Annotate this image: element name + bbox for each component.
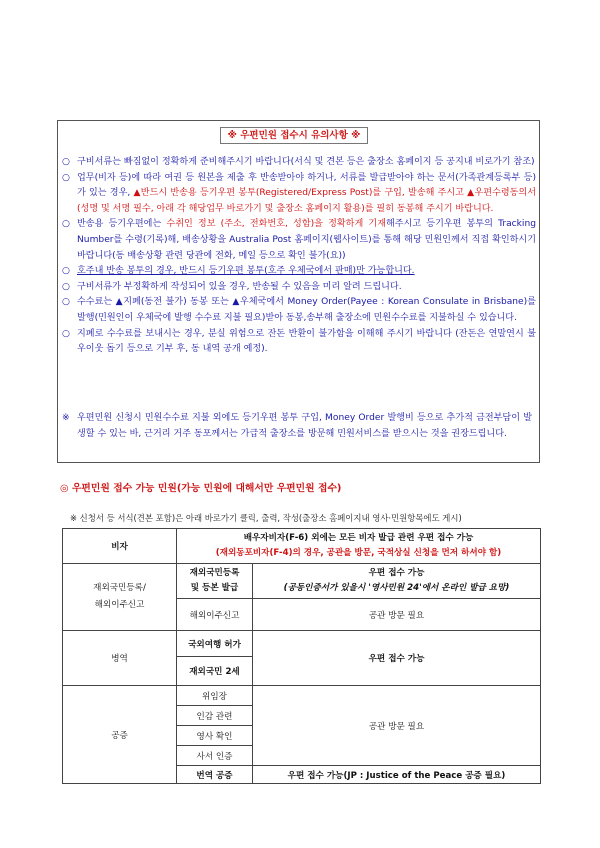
notice-item-segment: 반송용 등기우편에는 — [77, 219, 167, 230]
table-row — [63, 529, 541, 564]
registration-value-1b: (공동인증서가 있을시 '영사민원 24'에서 온라인 발급 요망) — [283, 583, 510, 593]
visa-line1: 배우자비자(F-6) 외에는 모든 비자 발급 관련 우편 접수 가능 — [243, 533, 474, 543]
notice-item-segment: 업무(비자 등)에 따라 여권 등 원본을 제출 후 반송받아야 하거나, 서류를 발급받아야 하는 문서(가족관계등록부 등)가 있는 경우, — [77, 172, 536, 199]
visa-line2: (재외동포비자(F-4)의 경우, 공관을 방문, 국적상실 신청을 먼저 하셔야 함) — [215, 548, 502, 558]
translation-value: 우편 접수 가능(JP : Justice of the Peace 공증 필요) — [253, 766, 541, 784]
notary-sub: 위임장 — [177, 686, 253, 706]
military-label: 병역 — [63, 631, 177, 686]
notice-items — [62, 155, 536, 358]
military-value: 우편 접수 가능 — [253, 631, 541, 686]
notice-item-text — [77, 327, 536, 358]
notice-item-segment: 수수료는 ▲지폐(동전 불가) 동봉 또는 ▲우체국에서 Money Order(Payee : Korean Consulate in Brisbane)를 발행(민원인이 우체국에 발행 수수료 지불 필요)받아 동봉,송부해 출장소에 민원수수료를 지불하실 수 있습니다. — [77, 297, 536, 323]
registration-value-1 — [253, 564, 541, 599]
circle-bullet-icon: ○ — [62, 157, 70, 167]
registration-value-1a: 우편 접수 가능 — [368, 568, 425, 578]
notice-item-text — [77, 295, 536, 326]
circle-bullet-icon: ○ — [62, 172, 70, 183]
table-row — [63, 686, 541, 706]
notice-item — [62, 264, 536, 280]
registration-value-2: 공관 방문 필요 — [253, 599, 541, 631]
table-row — [63, 631, 541, 657]
translation-sub: 번역 공증 — [177, 766, 253, 784]
table-row — [63, 564, 541, 599]
notice-item-text — [77, 280, 536, 296]
notice-footnote — [62, 411, 532, 442]
circle-bullet-icon: ○ — [62, 219, 70, 230]
notice-item-segment: 호주내 반송 봉투의 경우, 반드시 등기우편 봉투(호주 우체국에서 판매)만 가능합니다. — [77, 266, 415, 277]
note-text: 우편민원 신청시 민원수수료 지불 외에도 등기우편 봉투 구입, Money Order 발행비 등으로 추가적 금전부담이 발생할 수 있는 바, 근거리 거주 동포께서는 가급적 출장소를 방문해 민원서비스를 받으시는 것을 권장드립니다. — [77, 413, 532, 439]
section-subnote: ※ 신청서 등 서식(견본 포함)은 아래 바로가기 클릭, 출력, 작성(출장소 홈페이지내 영사·민원항목에도 게시) — [70, 513, 462, 523]
notice-item-text — [77, 171, 536, 218]
notice-item — [62, 155, 536, 171]
circle-bullet-icon: ○ — [62, 297, 70, 308]
notice-item — [62, 280, 536, 296]
registration-sub-1: 재외국민등록 및 등본 발급 — [177, 564, 253, 599]
circle-bullet-icon: ○ — [62, 328, 70, 339]
notice-item-segment: 구비서류는 빠짐없이 정확하게 준비해주시기 바랍니다(서식 및 견본 등은 출장소 홈페이지 등 공지내 비로가기 참조) — [77, 157, 535, 167]
postal-services-table — [62, 528, 541, 784]
notary-value: 공관 방문 필요 — [253, 686, 541, 766]
military-sub-1: 국외여행 허가 — [177, 631, 253, 657]
notice-item-segment: ▲반드시 반송용 등기우편 봉투(Registered/Express Post)를 구입, 발송해 주시고 ▲우편수령동의서(성명 및 서명 필수, 아래 각 해당업무 바로가기 및 출장소 홈페이지 활용)를 필히 동봉해 주시기 바랍니다. — [77, 188, 536, 214]
notice-item — [62, 171, 536, 218]
registration-label: 재외국민등록/ 해외이주신고 — [63, 564, 177, 631]
notary-sub: 영사 확인 — [177, 726, 253, 746]
section-heading: ◎ 우편민원 접수 가능 민원(가능 민원에 대해서만 우편민원 접수) — [60, 483, 342, 494]
postal-notice-box — [57, 120, 540, 463]
notice-item — [62, 217, 536, 264]
visa-value — [177, 529, 541, 564]
notice-item-text — [77, 155, 536, 171]
notary-sub: 사서 인증 — [177, 746, 253, 766]
registration-sub-2: 해외이주신고 — [177, 599, 253, 631]
notice-item-segment: 지폐로 수수료를 보내시는 경우, 분실 위험으로 잔돈 반환이 불가함을 이해해 주시기 바랍니다 (잔돈은 연말연시 불우이웃 돕기 등으로 기부 후, 동 내역 공개 예정). — [77, 328, 536, 355]
circle-bullet-icon: ○ — [62, 266, 70, 277]
military-sub-2: 재외국민 2세 — [177, 657, 253, 686]
notice-item-text — [77, 264, 536, 280]
note-mark: ※ — [62, 413, 70, 423]
notice-title: ※ 우편민원 접수시 유의사항 ※ — [220, 127, 368, 144]
notice-item-segment: 구비서류가 부정확하게 작성되어 있을 경우, 반송될 수 있음을 미리 알려 드립니다. — [77, 281, 402, 292]
visa-label: 비자 — [63, 529, 177, 564]
notice-item-text — [77, 217, 536, 264]
notary-label: 공증 — [63, 686, 177, 784]
notary-sub: 인감 관련 — [177, 706, 253, 726]
notice-item — [62, 295, 536, 326]
notice-item-segment: 수취인 정보 (주소, 전화번호, 성함)을 정확하게 기재 — [166, 219, 386, 230]
notice-item — [62, 327, 536, 358]
circle-bullet-icon: ○ — [62, 281, 70, 292]
notice-item-segment: 해주시고 등기우편 봉투의 Tracking Number를 수령(기록)해, 배송상황을 Australia Post 홈페이지(웹사이트)를 통해 해당 민원인께서 직접 확인하시기 바랍니다(동 배송상황 관련 당관에 전화, 메일 등으로 확인 불가(요)) — [77, 219, 536, 261]
